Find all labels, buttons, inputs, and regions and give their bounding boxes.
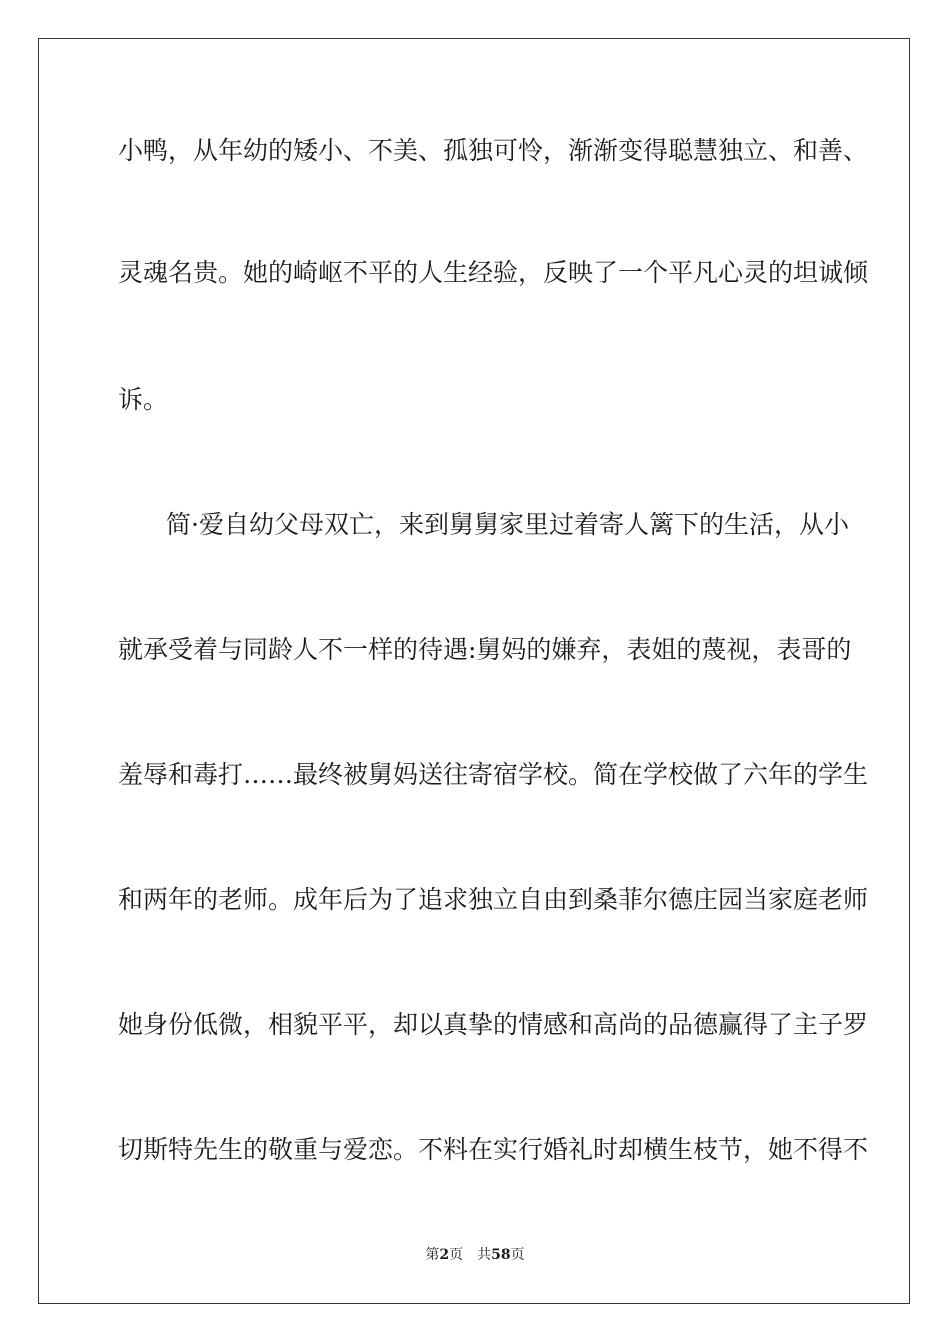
page-prefix: 第 xyxy=(425,1247,440,1263)
text-line: 就承受着与同龄人不一样的待遇:舅妈的嫌弃，表姐的蔑视，表哥的 xyxy=(118,635,852,664)
total-prefix: 共 xyxy=(477,1247,492,1263)
total-suffix: 页 xyxy=(510,1247,525,1263)
text-line: 小鸭，从年幼的矮小、不美、孤独可怜，渐渐变得聪慧独立、和善、 xyxy=(118,136,869,165)
text-line: 和两年的老师。成年后为了追求独立自由到桑菲尔德庄园当家庭老师 xyxy=(118,885,869,914)
text-line: 灵魂名贵。她的崎岖不平的人生经验，反映了一个平凡心灵的坦诚倾 xyxy=(118,258,869,287)
text-line: 她身份低微，相貌平平，却以真挚的情感和高尚的品德赢得了主子罗 xyxy=(118,1010,869,1039)
total-pages: 58 xyxy=(491,1247,511,1263)
page-number: 2 xyxy=(439,1247,450,1263)
page-frame xyxy=(38,38,910,1304)
text-line: 诉。 xyxy=(118,385,169,414)
text-line: 羞辱和毒打……最终被舅妈送往寄宿学校。简在学校做了六年的学生 xyxy=(118,760,869,789)
page-suffix: 页 xyxy=(449,1247,464,1263)
text-line: 简·爱自幼父母双亡，来到舅舅家里过着寄人篱下的生活，从小 xyxy=(166,510,849,539)
page-footer xyxy=(0,1245,950,1265)
text-line: 切斯特先生的敬重与爱恋。不料在实行婚礼时却横生枝节，她不得不 xyxy=(118,1135,869,1164)
